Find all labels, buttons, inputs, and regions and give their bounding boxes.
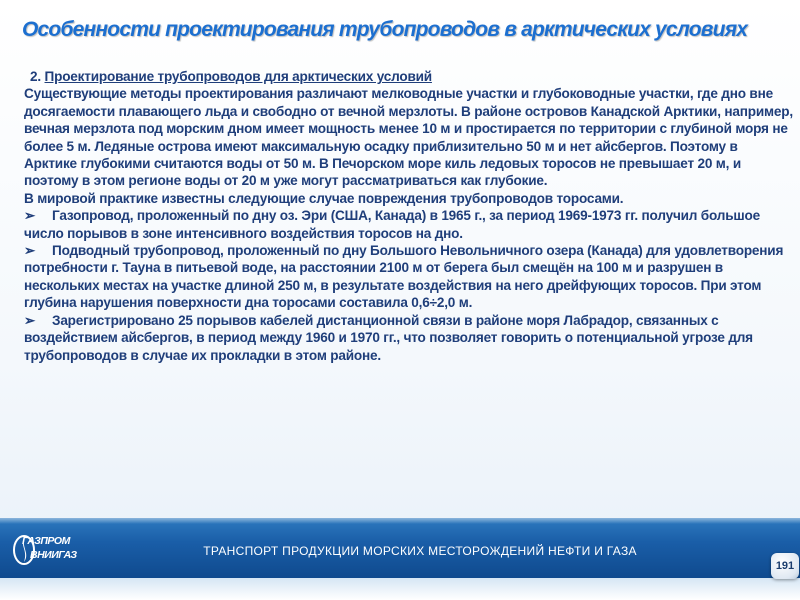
section-title: Проектирование трубопроводов для арктических условий [44, 69, 432, 84]
slide-body [24, 68, 794, 364]
section-number: 2. [30, 69, 41, 84]
paragraph-depth-definition: Существующие методы проектирования различают мелководные участки и глубоководные участки, где дно вне досягаемости плавающего льда и свободно от вечной мерзлоты. В районе островов Канадской Арктики, например, вечная мерзлота под морским дном имеет мощность менее 10 м и простирается по территории с глубиной моря не более 5 м. Ледяные острова имеют максимальную осадку приблизительно 50 м и нет айсбергов. Поэтому в Арктике глубокими считаются воды от 50 м. В Печорском море киль ледовых торосов не превышает 20 м, и поэтому в этом регионе воды от 20 м уже могут рассматриваться как глубокие. [24, 86, 793, 189]
slide-footer [0, 510, 800, 600]
arrow-bullet-icon: ➢ [24, 243, 36, 259]
logo-line-1: ГАЗПРОМ [22, 535, 70, 547]
paragraph-damage-intro: В мировой практике известны следующие случае повреждения трубопроводов торосами. [24, 190, 624, 206]
logo-line-2: ВНИИГАЗ [30, 549, 77, 561]
arrow-bullet-icon: ➢ [24, 208, 36, 224]
bullet-text: Подводный трубопровод, проложенный по дну Большого Невольничного озера (Канада) для удовлетворения потребности г. Тауна в питьевой воде, на расстоянии 2100 м от берега был смещён на 100 м и разрушен в нескольких местах на участке длиной 250 м, в результате воздействия на него дрейфующих торосов. При этом глубина нарушения поверхности дна торосами составила 0,6÷2,0 м. [24, 243, 784, 311]
bullet-text: Газопровод, проложенный по дну оз. Эри (США, Канада) в 1965 г., за период 1969-1973 гг. получил большое число порывов в зоне интенсивного воздействия торосов на дно. [24, 208, 760, 241]
slide-title: Особенности проектирования трубопроводов в арктических условиях [22, 18, 748, 41]
footer-caption: ТРАНСПОРТ ПРОДУКЦИИ МОРСКИХ МЕСТОРОЖДЕНИЙ НЕФТИ И ГАЗА [203, 544, 637, 558]
footer-bottom-strip [0, 578, 800, 600]
bullet-item [24, 312, 794, 364]
bullet-text: Зарегистрировано 25 порывов кабелей дистанционной связи в районе моря Лабрадор, связанных с воздействием айсбергов, в период между 1960 и 1970 гг., что позволяет говорить о потенциальной угрозе для трубопроводов в случае их прокладки в этом районе. [24, 312, 753, 363]
section-heading [24, 68, 794, 85]
bullet-item [24, 242, 794, 312]
bullet-item [24, 207, 794, 242]
page-number: 191 [771, 553, 799, 579]
arrow-bullet-icon: ➢ [24, 312, 36, 328]
